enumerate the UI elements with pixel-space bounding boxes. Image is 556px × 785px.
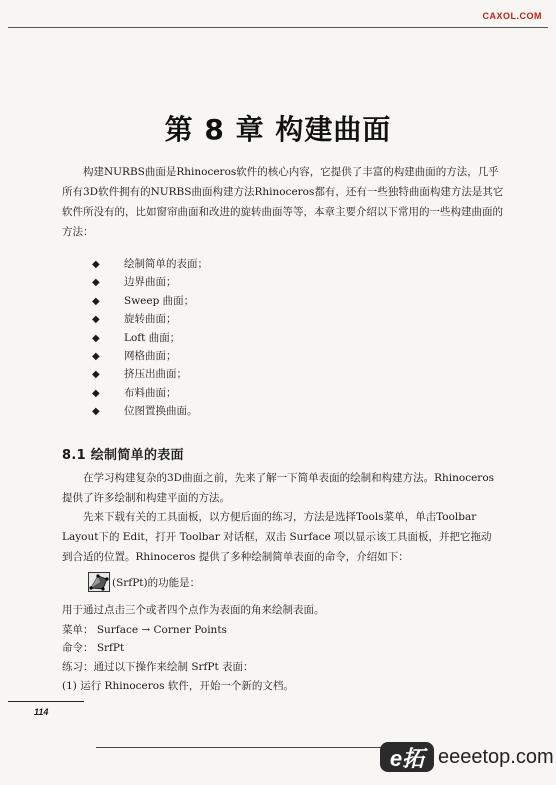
watermark-badge: e拓 (380, 742, 434, 772)
command-heading (88, 572, 200, 592)
section-heading: 8.1 绘制简单的表面 (62, 448, 184, 463)
list-item-text: 布料曲面； (124, 386, 177, 399)
list-item (92, 347, 208, 365)
list-item (92, 384, 208, 402)
page-number: 114 (34, 707, 49, 717)
diamond-bullet-icon: ◆ (92, 387, 100, 399)
list-item (92, 365, 208, 383)
diamond-bullet-icon: ◆ (92, 277, 100, 289)
list-item-text: 边界曲面； (124, 276, 177, 289)
diamond-bullet-icon: ◆ (92, 406, 100, 418)
command-menu-path: 菜单： Surface → Corner Points (62, 624, 227, 636)
command-label: (SrfPt)的功能是： (112, 576, 201, 589)
practice-step-1: (1) 运行 Rhinoceros 软件，开始一个新的文档。 (62, 680, 294, 692)
diamond-bullet-icon: ◆ (92, 259, 100, 270)
diamond-bullet-icon: ◆ (92, 332, 100, 344)
section-paragraph-2: 先来下载有关的工具面板，以方便后面的练习，方法是选择Tools菜单，单击Toolbar Layout下的 Edit，打开 Toolbar 对话框，双击 Surface 项以显示该工具面板，并把它拖动到合适的位置。Rhinoceros 提供了多种绘制简单表面的命令，介绍如下： (62, 511, 492, 563)
list-item (92, 273, 208, 291)
command-name: 命令： SrfPt (62, 642, 125, 654)
practice-intro: 练习：通过以下操作来绘制 SrfPt 表面： (62, 661, 254, 673)
list-item (92, 310, 208, 328)
diamond-bullet-icon: ◆ (92, 350, 100, 362)
list-item-text: 网格曲面； (124, 349, 177, 362)
list-item (92, 329, 208, 347)
list-item (92, 402, 208, 420)
list-item-text: 挤压出曲面； (124, 368, 187, 381)
list-item-text: 旋转曲面； (124, 313, 177, 326)
diamond-bullet-icon: ◆ (92, 295, 100, 307)
chapter-title: 第 8 章 构建曲面 (164, 113, 392, 146)
watermark-text: eeeetop.com (438, 745, 554, 768)
list-item-text: 位图置换曲面。 (124, 405, 198, 418)
list-item (92, 255, 208, 273)
command-usage: 用于通过点击三个或者四个点作为表面的角来绘制表面。 (62, 604, 325, 616)
list-item-text: Loft 曲面； (124, 331, 181, 344)
bottom-rule (96, 747, 396, 748)
watermark (380, 742, 554, 772)
site-logo: CAXOL.COM (482, 11, 542, 21)
intro-paragraph: 构建NURBS曲面是Rhinoceros软件的核心内容，它提供了丰富的构建曲面的方法，几乎所有3D软件拥有的NURBS曲面构建方法Rhinoceros都有，还有一些独特曲面构建方法是其它软件所没有的，比如窗帘曲面和改进的旋转曲面等等，本章主要介绍以下常用的一些构建曲面的方法： (62, 166, 504, 238)
surface-corner-points-icon (88, 572, 110, 592)
header-rule (8, 27, 548, 28)
diamond-bullet-icon: ◆ (92, 314, 100, 326)
list-item-text: Sweep 曲面； (124, 294, 195, 307)
footer-rule (8, 701, 84, 702)
method-list (92, 255, 208, 421)
diamond-bullet-icon: ◆ (92, 369, 100, 381)
list-item (92, 292, 208, 310)
section-paragraph-1: 在学习构建复杂的3D曲面之前，先来了解一下简单表面的绘制和构建方法。Rhinoceros 提供了许多绘制和构建平面的方法。 (62, 472, 495, 504)
list-item-text: 绘制简单的表面； (124, 258, 208, 270)
